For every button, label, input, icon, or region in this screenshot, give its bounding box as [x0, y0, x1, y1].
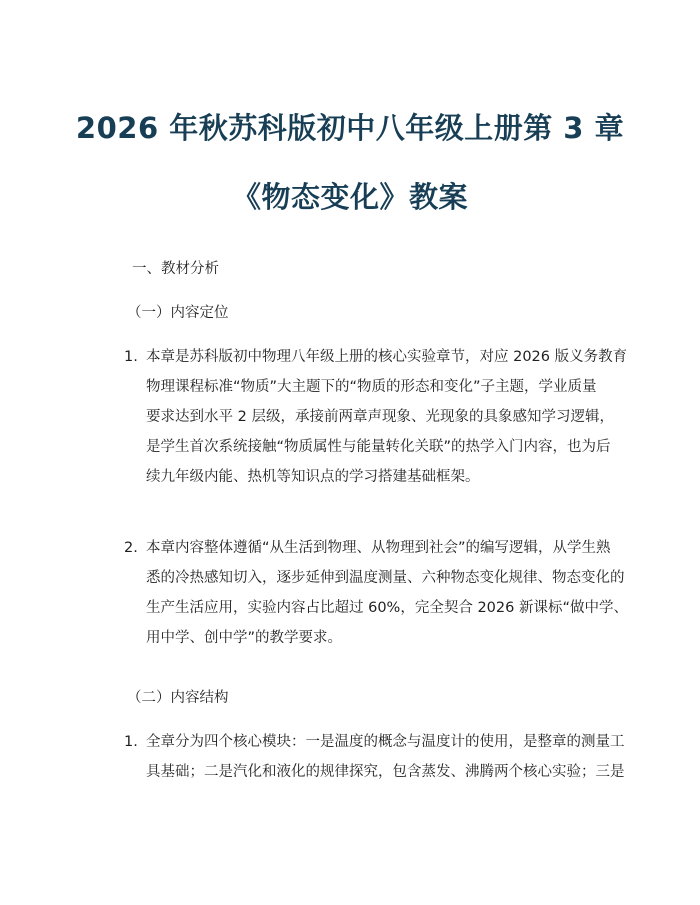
- subsection-heading-content-positioning: （一）内容定位: [127, 305, 229, 321]
- document-title-line-2: 《物态变化》教案: [231, 180, 468, 214]
- section-heading-textbook-analysis: 一、教材分析: [132, 261, 219, 277]
- paragraph-line: 用中学、创中学”的教学要求。: [146, 630, 343, 646]
- list-item-number: 1.: [124, 349, 138, 365]
- list-item-number: 2.: [124, 540, 138, 556]
- paragraph-line: 续九年级内能、热机等知识点的学习搭建基础框架。: [146, 469, 480, 485]
- paragraph-line: 悉的冷热感知切入，逐步延伸到温度测量、六种物态变化规律、物态变化的: [146, 570, 625, 586]
- paragraph-line: 是学生首次系统接触“物质属性与能量转化关联”的热学入门内容，也为后: [146, 439, 611, 455]
- paragraph-line: 本章内容整体遵循“从生活到物理、从物理到社会”的编写逻辑，从学生熟: [146, 540, 611, 556]
- subsection-heading-content-structure: （二）内容结构: [127, 690, 229, 706]
- paragraph-line: 物理课程标准“物质”大主题下的“物质的形态和变化”子主题，学业质量: [146, 379, 597, 395]
- paragraph-line: 本章是苏科版初中物理八年级上册的核心实验章节，对应 2026 版义务教育: [146, 349, 628, 365]
- document-title-line-1: 2026 年秋苏科版初中八年级上册第 3 章: [75, 111, 625, 145]
- paragraph-line: 生产生活应用，实验内容占比超过 60%，完全契合 2026 新课标“做中学、: [146, 600, 628, 616]
- paragraph-line: 全章分为四个核心模块：一是温度的概念与温度计的使用，是整章的测量工: [146, 734, 625, 750]
- paragraph-line: 要求达到水平 2 层级，承接前两章声现象、光现象的具象感知学习逻辑，: [146, 409, 614, 425]
- paragraph-line: 具基础；二是汽化和液化的规律探究，包含蒸发、沸腾两个核心实验；三是: [146, 764, 625, 780]
- list-item-number: 1.: [124, 734, 138, 750]
